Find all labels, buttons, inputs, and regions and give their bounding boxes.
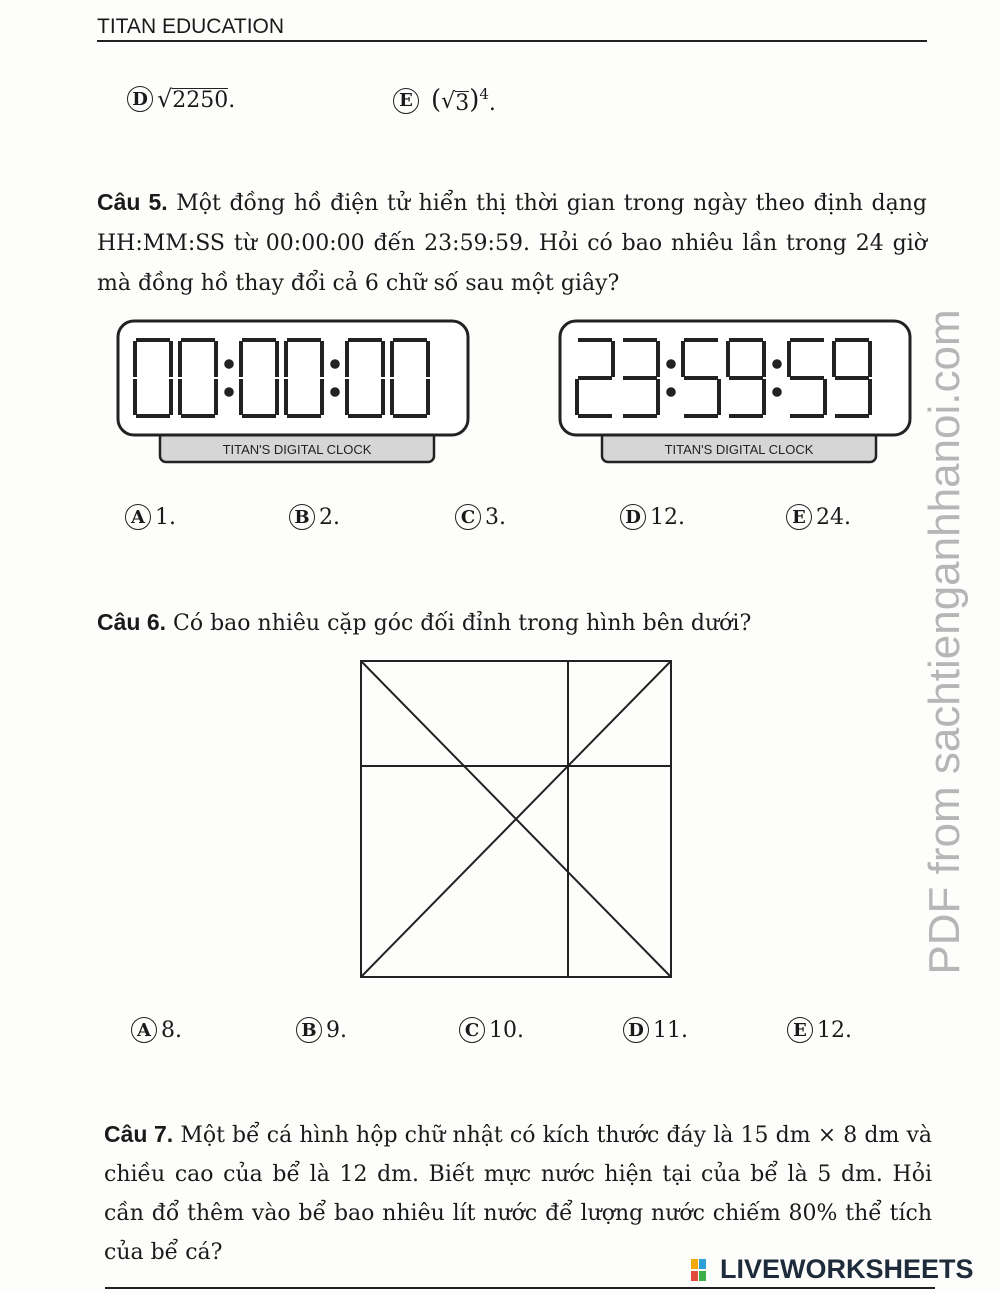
option-letter: A (131, 1017, 157, 1043)
option-letter: E (393, 88, 419, 114)
colon-dot (226, 389, 232, 395)
option-letter: D (127, 86, 153, 112)
option-letter: E (786, 504, 812, 530)
digital-clock-1 (115, 318, 475, 466)
geometry-figure (358, 658, 674, 980)
option-d-prev[interactable] (127, 85, 235, 113)
digital-clock-2 (557, 318, 917, 466)
option-value: 12. (650, 504, 685, 530)
q6-option-d[interactable] (623, 1017, 688, 1043)
option-value: 11. (653, 1017, 688, 1043)
liveworksheets-label: LIVEWORKSHEETS (720, 1254, 974, 1284)
option-value: 10. (489, 1017, 524, 1043)
question-text: Có bao nhiêu cặp góc đối đỉnh trong hình bên dưới? (173, 611, 752, 636)
question-label: Câu 7. (104, 1121, 174, 1147)
colon-dot (668, 361, 674, 367)
q5-option-d[interactable] (620, 504, 685, 530)
option-letter: D (620, 504, 646, 530)
clock-brand-label: TITAN'S DIGITAL CLOCK (664, 442, 814, 457)
question-text: Một bể cá hình hộp chữ nhật có kích thước đáy là 15 dm × 8 dm và chiều cao của bể là 12 dm. Biết mực nước hiện tại của bể là 5 dm. Hỏi cần đổ thêm vào bể bao nhiêu lít nước để lượng nước chiếm 80% thể tích của bể cá? (104, 1123, 933, 1265)
option-e-prev[interactable] (393, 85, 496, 116)
option-value: 12. (817, 1017, 852, 1043)
option-letter: E (787, 1017, 813, 1043)
sqrt-expression: √ 2250 . (157, 85, 236, 113)
radicand: 3 (455, 91, 470, 116)
option-value: 8. (161, 1017, 182, 1043)
q5-option-a[interactable] (125, 504, 176, 530)
colon-dot (668, 389, 674, 395)
question-label: Câu 6. (97, 609, 167, 635)
clock-brand-label: TITAN'S DIGITAL CLOCK (222, 442, 372, 457)
page-header: TITAN EDUCATION (97, 14, 927, 42)
option-letter: C (459, 1017, 485, 1043)
q5-option-e[interactable] (786, 504, 851, 530)
question-5 (97, 182, 927, 304)
watermark-text: PDF from sachtienganhhanoi.com (920, 309, 969, 975)
colon-dot (774, 361, 780, 367)
option-letter: B (296, 1017, 322, 1043)
colon-dot (774, 389, 780, 395)
q6-option-b[interactable] (296, 1017, 347, 1043)
exponent: 4 (479, 85, 489, 103)
q5-option-c[interactable] (455, 504, 506, 530)
question-7 (104, 1115, 932, 1272)
q6-option-a[interactable] (131, 1017, 182, 1043)
q6-option-e[interactable] (787, 1017, 852, 1043)
question-6 (97, 602, 927, 644)
footer-divider (105, 1287, 935, 1289)
power-expression: ( √ 3 ) $^4$ . (431, 85, 496, 116)
radicand: 2250 (172, 88, 229, 113)
liveworksheets-icon (690, 1258, 716, 1282)
q6-option-c[interactable] (459, 1017, 524, 1043)
option-letter: D (623, 1017, 649, 1043)
question-text: Một đồng hồ điện tử hiển thị thời gian trong ngày theo định dạng HH:MM:SS từ 00:00:00 đến 23:59:59. Hỏi có bao nhiêu lần trong 24 giờ mà đồng hồ thay đổi cả 6 chữ số sau một giây? (97, 191, 927, 296)
option-value: 2. (319, 504, 340, 530)
option-value: 3. (485, 504, 506, 530)
option-value: 24. (816, 504, 851, 530)
question-label: Câu 5. (97, 189, 168, 215)
q5-option-b[interactable] (289, 504, 340, 530)
liveworksheets-logo[interactable] (690, 1254, 974, 1285)
colon-dot (332, 361, 338, 367)
option-value: 1. (155, 504, 176, 530)
option-letter: A (125, 504, 151, 530)
colon-dot (332, 389, 338, 395)
option-letter: B (289, 504, 315, 530)
option-letter: C (455, 504, 481, 530)
option-value: 9. (326, 1017, 347, 1043)
colon-dot (226, 361, 232, 367)
